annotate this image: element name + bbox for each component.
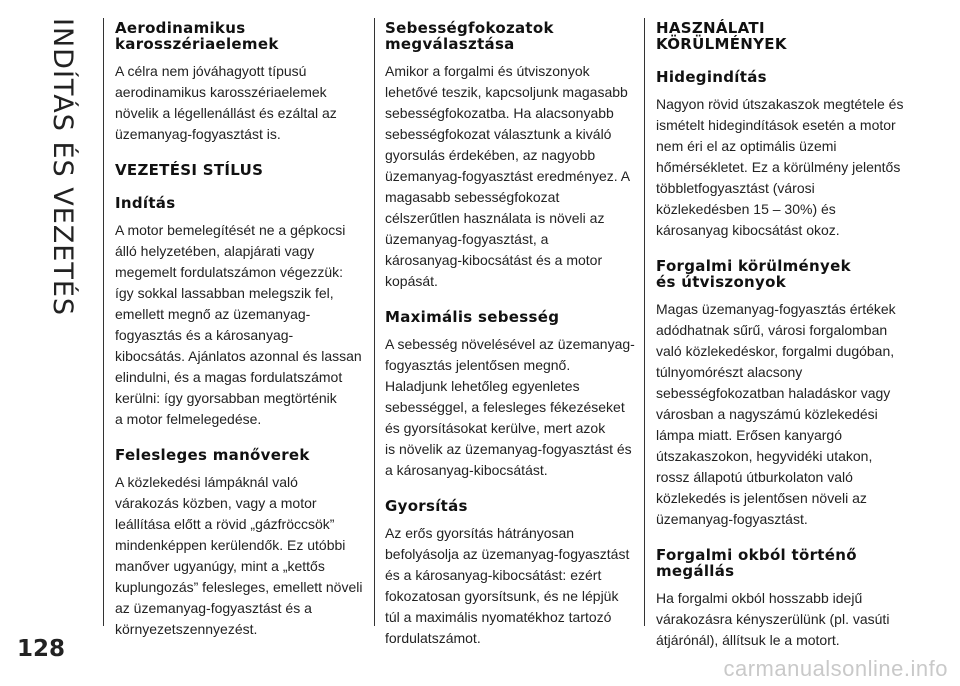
column-divider-2 <box>374 18 375 626</box>
heading-usage-conditions: HASZNÁLATI KÖRÜLMÉNYEK <box>656 19 787 53</box>
paragraph-max-speed: A sebesség növelésével az üzemanyag- fogyasztás jelentősen megnő. Haladjunk lehetőleg egyenletes sebességgel, a felesleges fékezéseket és gyorsításokat kerülve, mert azok is növelik az üzemanyag-fogyasztást és a károsanyag-kibocsátást. <box>385 336 635 478</box>
heading-traffic-stop: Forgalmi okból történő megállás <box>656 546 857 580</box>
section-side-title: INDÍTÁS ÉS VEZETÉS <box>47 18 78 317</box>
paragraph-gear-selection: Amikor a forgalmi és útviszonyok lehetővé teszik, kapcsoljunk magasabb sebességfokozatba. Ha alacsonyabb sebességfokozat választunk a kiváló gyorsulás érdekében, az nagyobb üzemanyag-fogyasztást eredményez. A magasabb sebességfokozat célszerűtlen használata is növeli az üzemanyag-fogyasztást, a károsanyag-kibocsátást és a motor kopását. <box>385 63 631 289</box>
paragraph-acceleration: Az erős gyorsítás hátrányosan befolyásolja az üzemanyag-fogyasztást és a károsanyag-kibocsátást: ezért fokozatosan gyorsítsunk, és ne lépjük túl a maximális nyomatékhoz tartozó fordulatszámot. <box>385 525 630 646</box>
heading-manoeuvres: Felesleges manőverek <box>115 446 310 464</box>
heading-driving-style: VEZETÉSI STÍLUS <box>115 161 264 179</box>
paragraph-traffic-stop: Ha forgalmi okból hosszabb idejű várakozásra kényszerülünk (pl. vasúti átjárónál), állítsuk le a motort. <box>656 590 890 648</box>
heading-cold-start: Hidegindítás <box>656 68 767 86</box>
column-divider-1 <box>103 18 104 626</box>
column-divider-3 <box>644 18 645 626</box>
watermark: carmanualsonline.info <box>723 656 948 681</box>
column-3 <box>656 20 906 651</box>
heading-gear-selection: Sebességfokozatok megválasztása <box>385 19 554 53</box>
paragraph-start: A motor bemelegítését ne a gépkocsi álló helyzetében, alapjárati vagy megemelt fordulatszámon végezzük: így sokkal lassabban melegszik fel, emellett megnő az üzemanyag- fogyasztás és a károsanyag- kibocsátás. Ajánlatos azonnal és lassan elindulni, és a magas fordulatszámot kerülni: így gyorsabban megtörténik a motor felmelegedése. <box>115 222 362 427</box>
heading-start: Indítás <box>115 194 176 212</box>
paragraph-cold-start: Nagyon rövid útszakaszok megtétele és ismételt hidegindítások esetén a motor nem éri el az optimális üzemi hőmérsékletet. Ez a körülmény jelentős többletfogyasztást (városi közlekedésben 15 – 30%) és károsanyag kibocsátást okoz. <box>656 96 904 238</box>
paragraph-traffic-conditions: Magas üzemanyag-fogyasztás értékek adódhatnak sűrű, városi forgalomban való közlekedéskor, forgalmi dugóban, túlnyomórészt alacsony sebességfokozatban haladáskor vagy városban a nagyszámú közlekedési lámpa miatt. Erősen kanyargó útszakaszokon, hegyvidéki utakon, rossz állapotú útburkolaton való közlekedés is jelentősen növeli az üzemanyag-fogyasztást. <box>656 301 896 527</box>
heading-aerodynamics: Aerodinamikus karosszériaelemek <box>115 19 279 53</box>
paragraph-aerodynamics: A célra nem jóváhagyott típusú aerodinamikus karosszériaelemek növelik a légellenállást és ezáltal az üzemanyag-fogyasztást is. <box>115 63 337 142</box>
paragraph-manoeuvres: A közlekedési lámpáknál való várakozás közben, vagy a motor leállítása előtt a rövid „gázfröccsök” mindenképpen kerülendők. Ez utóbbi manőver ugyanúgy, mint a „kettős kuplungozás” felesleges, emellett növeli az üzemanyag-fogyasztást és a környezetszennyezést. <box>115 474 363 637</box>
page-number: 128 <box>17 636 66 662</box>
heading-acceleration: Gyorsítás <box>385 497 468 515</box>
heading-max-speed: Maximális sebesség <box>385 308 560 326</box>
heading-traffic-conditions: Forgalmi körülmények és útviszonyok <box>656 257 851 291</box>
column-2 <box>385 20 635 649</box>
column-1 <box>115 20 365 640</box>
